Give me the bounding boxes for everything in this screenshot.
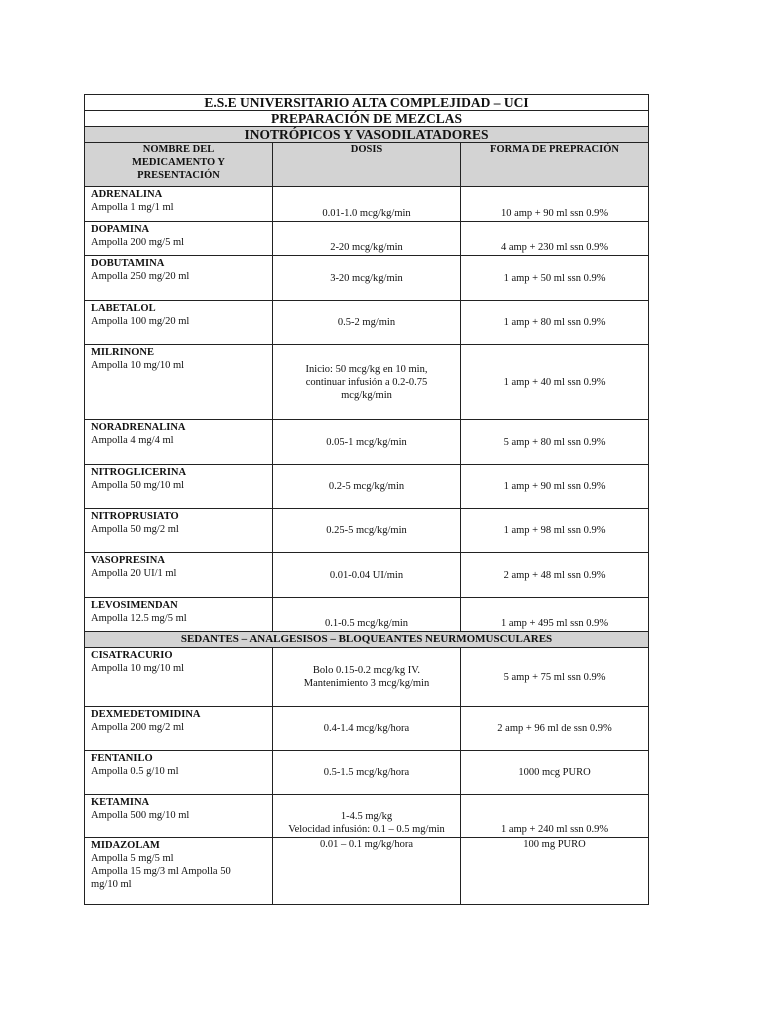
table-row <box>85 795 649 838</box>
dose-cell <box>273 553 461 598</box>
column-header-dose: DOSIS <box>273 143 461 187</box>
drug-name: VASOPRESINA <box>91 555 165 566</box>
column-header-prep: FORMA DE PREPRACIÓN <box>461 143 649 187</box>
mixtures-table <box>84 94 649 905</box>
prep-text: 1 amp + 98 ml ssn 0.9% <box>503 525 606 536</box>
prep-cell <box>461 509 649 553</box>
drug-cell <box>85 420 273 465</box>
drug-presentation: Ampolla 100 mg/20 ml <box>91 316 190 327</box>
dose-text: 0.5-1.5 mcg/kg/hora <box>323 767 410 778</box>
drug-cell <box>85 707 273 751</box>
subtitle-row <box>85 111 649 127</box>
drug-presentation: Ampolla 50 mg/2 ml <box>91 524 179 535</box>
drug-name: LEVOSIMENDAN <box>91 600 178 611</box>
prep-cell <box>461 795 649 838</box>
drug-name: CISATRACURIO <box>91 650 173 661</box>
drug-cell <box>85 222 273 256</box>
table-row <box>85 420 649 465</box>
dose-cell <box>273 222 461 256</box>
drug-cell <box>85 838 273 905</box>
dose-text: Velocidad infusión: 0.1 – 0.5 mg/min <box>288 824 445 835</box>
drug-presentation: Ampolla 250 mg/20 ml <box>91 271 190 282</box>
drug-cell <box>85 509 273 553</box>
drug-presentation: Ampolla 200 mg/5 ml <box>91 237 185 248</box>
drug-name: ADRENALINA <box>91 189 163 200</box>
drug-name: KETAMINA <box>91 797 150 808</box>
title-row <box>85 95 649 111</box>
prep-text: 1 amp + 495 ml ssn 0.9% <box>500 618 609 629</box>
drug-name: FENTANILO <box>91 753 153 764</box>
drug-cell <box>85 465 273 509</box>
dose-text: continuar infusión a 0.2-0.75 <box>305 376 428 388</box>
prep-text: 1 amp + 240 ml ssn 0.9% <box>500 824 609 835</box>
drug-presentation: Ampolla 200 mg/2 ml <box>91 722 185 733</box>
dose-text: 1-4.5 mg/kg <box>340 811 393 822</box>
prep-text: 100 mg PURO <box>523 839 586 850</box>
drug-name: MILRINONE <box>91 347 155 358</box>
drug-name: NORADRENALINA <box>91 422 186 433</box>
prep-text: 1 amp + 50 ml ssn 0.9% <box>503 272 606 284</box>
section-heading-sedantes: SEDANTES – ANALGESISOS – BLOQUEANTES NEURMOMUSCULARES <box>85 632 649 648</box>
dose-text: 0.01 – 0.1 mg/kg/hora <box>319 839 414 850</box>
table-row <box>85 465 649 509</box>
drug-name: NITROGLICERINA <box>91 467 187 478</box>
dose-cell <box>273 838 461 905</box>
dose-cell <box>273 509 461 553</box>
drug-cell <box>85 598 273 632</box>
drug-presentation: Ampolla 12.5 mg/5 ml <box>91 613 187 624</box>
dose-text: 2-20 mcg/kg/min <box>330 242 403 253</box>
dose-cell <box>273 256 461 301</box>
dose-text: 0.4-1.4 mcg/kg/hora <box>323 723 410 734</box>
table-row <box>85 256 649 301</box>
table-row <box>85 301 649 345</box>
dose-cell <box>273 345 461 420</box>
drug-name: LABETALOL <box>91 303 156 314</box>
table-row <box>85 187 649 222</box>
drug-presentation: Ampolla 1 mg/1 ml <box>91 202 174 213</box>
dose-text: 0.05-1 mcg/kg/min <box>326 436 407 448</box>
drug-cell <box>85 751 273 795</box>
prep-text: 5 amp + 75 ml ssn 0.9% <box>503 671 606 683</box>
drug-cell <box>85 187 273 222</box>
table-row <box>85 648 649 707</box>
prep-text: 10 amp + 90 ml ssn 0.9% <box>500 208 609 219</box>
dose-cell <box>273 187 461 222</box>
drug-presentation: Ampolla 50 mg/10 ml <box>91 480 185 491</box>
prep-cell <box>461 465 649 509</box>
prep-cell <box>461 598 649 632</box>
table-row <box>85 838 649 905</box>
dose-text: Inicio: 50 mcg/kg en 10 min, <box>305 363 428 375</box>
table-row <box>85 707 649 751</box>
drug-name: MIDAZOLAM <box>91 840 160 851</box>
dose-text: 0.01-0.04 UI/min <box>329 569 404 581</box>
dose-text: 0.2-5 mcg/kg/min <box>328 481 405 492</box>
dose-cell <box>273 598 461 632</box>
table-row <box>85 598 649 632</box>
drug-presentation: Ampolla 500 mg/10 ml <box>91 810 190 821</box>
column-header-name: NOMBRE DEL MEDICAMENTO Y PRESENTACIÓN <box>85 143 273 187</box>
prep-text: 5 amp + 80 ml ssn 0.9% <box>503 436 606 448</box>
prep-cell <box>461 707 649 751</box>
dose-cell <box>273 301 461 345</box>
prep-cell <box>461 553 649 598</box>
prep-text: 2 amp + 48 ml ssn 0.9% <box>503 569 606 581</box>
drug-presentation: Ampolla 10 mg/10 ml <box>91 663 185 674</box>
drug-presentation: Ampolla 10 mg/10 ml <box>91 360 185 371</box>
prep-text: 1 amp + 40 ml ssn 0.9% <box>503 376 606 388</box>
dose-text: 0.25-5 mcg/kg/min <box>326 525 407 536</box>
prep-cell <box>461 222 649 256</box>
dose-text: 0.01-1.0 mcg/kg/min <box>322 208 411 219</box>
table-row <box>85 222 649 256</box>
dose-text: Mantenimiento 3 mcg/kg/min <box>303 678 430 689</box>
dose-cell <box>273 751 461 795</box>
section-inotropicos-row <box>85 127 649 143</box>
drug-presentation: Ampolla 0.5 g/10 ml <box>91 766 179 777</box>
drug-cell <box>85 795 273 838</box>
dose-cell <box>273 648 461 707</box>
institution-title: E.S.E UNIVERSITARIO ALTA COMPLEJIDAD – UCI <box>85 95 649 111</box>
dose-text: Bolo 0.15-0.2 mcg/kg IV. <box>312 665 421 676</box>
drug-presentation: Ampolla 15 mg/3 ml Ampolla 50 <box>91 866 231 877</box>
drug-name: DOBUTAMINA <box>91 258 165 269</box>
drug-cell <box>85 345 273 420</box>
prep-text: 2 amp + 96 ml de ssn 0.9% <box>497 723 612 734</box>
dose-cell <box>273 795 461 838</box>
drug-cell <box>85 553 273 598</box>
prep-cell <box>461 187 649 222</box>
prep-text: 1000 mcg PURO <box>518 767 591 778</box>
prep-cell <box>461 345 649 420</box>
prep-cell <box>461 301 649 345</box>
drug-presentation: Ampolla 4 mg/4 ml <box>91 435 174 446</box>
prep-cell <box>461 256 649 301</box>
dose-cell <box>273 465 461 509</box>
document-subtitle: PREPARACIÓN DE MEZCLAS <box>85 111 649 127</box>
drug-name: DOPAMINA <box>91 224 150 235</box>
prep-cell <box>461 838 649 905</box>
drug-presentation: Ampolla 20 UI/1 ml <box>91 568 177 579</box>
drug-cell <box>85 301 273 345</box>
table-row <box>85 509 649 553</box>
table-row <box>85 751 649 795</box>
prep-text: 1 amp + 80 ml ssn 0.9% <box>503 317 606 328</box>
prep-cell <box>461 751 649 795</box>
dose-text: mcg/kg/min <box>341 389 392 401</box>
column-header-row <box>85 143 649 187</box>
drug-name: NITROPRUSIATO <box>91 511 179 522</box>
drug-name: DEXMEDETOMIDINA <box>91 709 201 720</box>
prep-text: 4 amp + 230 ml ssn 0.9% <box>500 242 609 253</box>
drug-presentation: mg/10 ml <box>91 879 132 890</box>
dose-text: 3-20 mcg/kg/min <box>330 272 403 284</box>
dose-cell <box>273 420 461 465</box>
section-sedantes-row <box>85 632 649 648</box>
prep-text: 1 amp + 90 ml ssn 0.9% <box>503 481 606 492</box>
prep-cell <box>461 420 649 465</box>
prep-cell <box>461 648 649 707</box>
table-row <box>85 345 649 420</box>
dose-text: 0.5-2 mg/min <box>337 317 396 328</box>
table-row <box>85 553 649 598</box>
drug-cell <box>85 648 273 707</box>
drug-presentation: Ampolla 5 mg/5 ml <box>91 853 174 864</box>
dose-text: 0.1-0.5 mcg/kg/min <box>324 618 409 629</box>
drug-cell <box>85 256 273 301</box>
dose-cell <box>273 707 461 751</box>
section-heading-inotropicos: INOTRÓPICOS Y VASODILATADORES <box>85 127 649 143</box>
